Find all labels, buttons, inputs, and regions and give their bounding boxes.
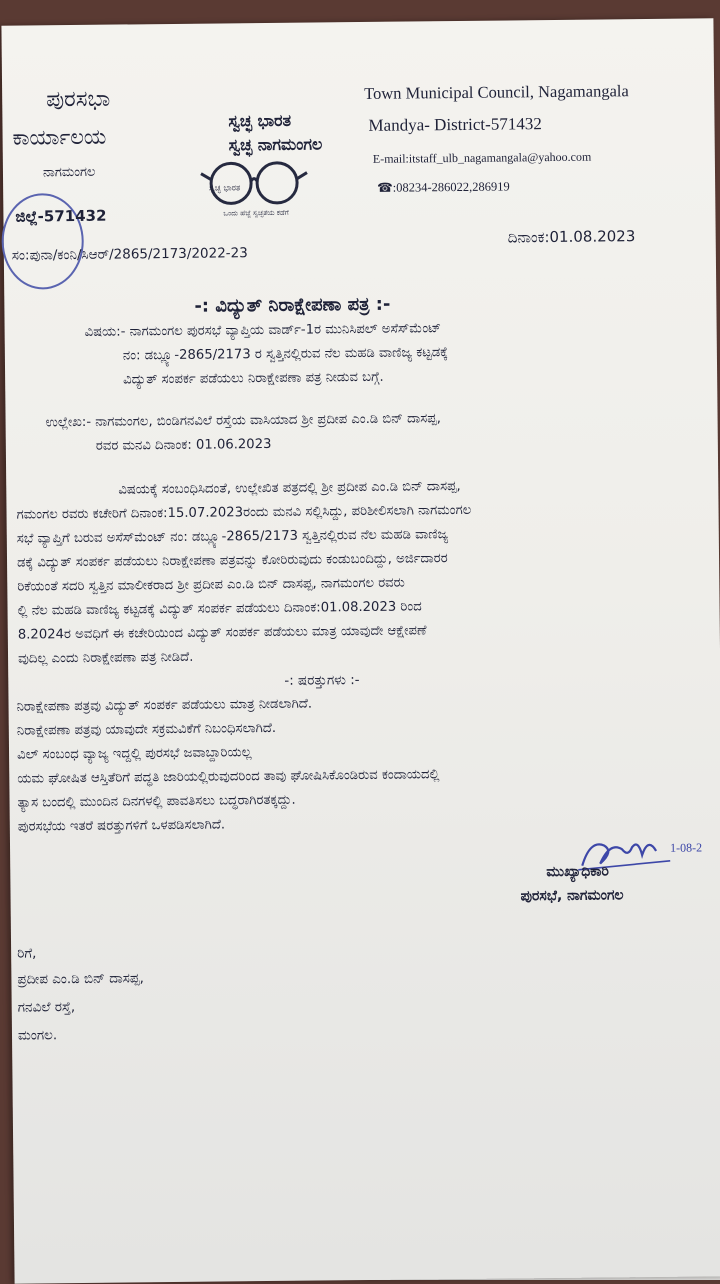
body-line-3: ಸಭೆ ವ್ಯಾಪ್ತಿಗೆ ಬರುವ ಅಸೆಸ್‌ಮೆಂಟ್ ನಂ: ಡಬ್ಲ್ಯೂ-2865/2173 ಸ್ವತ್ತಿನಲ್ಲಿರುವ ನೆಲ ಮಹಡಿ ವಾಣಿಜ್ಯ bbox=[16, 527, 449, 547]
document-page bbox=[1, 18, 720, 1283]
body-line-5: ರಿಕೆಯಂತೆ ಸದರಿ ಸ್ವತ್ತಿನ ಮಾಲೀಕರಾದ ಶ್ರೀ ಪ್ರದೀಪ ಎಂ.ಡಿ ಬಿನ್ ದಾಸಪ್ಪ, ನಾಗಮಂಗಲ ರವರು bbox=[17, 575, 405, 595]
to-line-4: ಮಂಗಲ. bbox=[17, 1027, 58, 1044]
letter-date: ದಿನಾಂಕ:01.08.2023 bbox=[507, 227, 636, 247]
to-line-1: ರಿಗೆ, bbox=[17, 945, 37, 962]
body-line-4: ಡಕ್ಕೆ ವಿದ್ಯುತ್ ಸಂಪರ್ಕ ಪಡೆಯಲು ನಿರಾಕ್ಷೇಪಣಾ ಪತ್ರವನ್ನು ಕೋರಿರುವುದು ಕಂಡುಬಂದಿದ್ದು, ಅರ್ಜಿದಾರರ bbox=[16, 551, 448, 571]
subject-line-1: ವಿಷಯ:- ನಾಗಮಂಗಲ ಪುರಸಭೆ ವ್ಯಾಪ್ತಿಯ ವಾರ್ಡ್-1ರ ಮುನಿಸಿಪಲ್ ಅಸೆಸ್‌ಮೆಂಟ್ bbox=[84, 321, 442, 340]
to-line-2: ಪ್ರದೀಪ ಎಂ.ಡಿ ಬಿನ್ ದಾಸಪ್ಪ, bbox=[17, 970, 144, 988]
logo-text: ಸ್ವಚ್ಛ ಭಾರತ bbox=[209, 183, 241, 193]
reference-number: ಸಂ:ಪುನಾ/ಕಂನಿ/ಸಿಆರ್/2865/2173/2022-23 bbox=[11, 245, 248, 264]
body-line-2: ಗಮಂಗಲ ರವರು ಕಚೇರಿಗೆ ದಿನಾಂಕ:15.07.2023ರಂದು ಮನವಿ ಸಲ್ಲಿಸಿದ್ದು, ಪರಿಶೀಲಿಸಲಾಗಿ ನಾಗಮಂಗಲ bbox=[16, 502, 472, 523]
header-right-line2: Mandya- District-571432 bbox=[368, 114, 542, 135]
subject-line-2: ನಂ: ಡಬ್ಲ್ಯೂ-2865/2173 ರ ಸ್ವತ್ತಿನಲ್ಲಿರುವ ನೆಲ ಮಹಡಿ ವಾಣಿಜ್ಯ ಕಟ್ಟಡಕ್ಕೆ bbox=[122, 345, 449, 364]
header-email: E-mail:itstaff_ulb_nagamangala@yahoo.com bbox=[372, 149, 592, 166]
signatory-office: ಪುರಸಭೆ, ನಾಗಮಂಗಲ bbox=[520, 887, 624, 905]
subject-line-3: ವಿದ್ಯುತ್ ಸಂಪರ್ಕ ಪಡೆಯಲು ನಿರಾಕ್ಷೇಪಣಾ ಪತ್ರ ನೀಡುವ ಬಗ್ಗೆ. bbox=[123, 369, 384, 388]
condition-5: ತ್ಯಾಸ ಬಂದಲ್ಲಿ ಮುಂದಿನ ದಿನಗಳಲ್ಲಿ ಪಾವತಿಸಲು ಬದ್ಧರಾಗಿರತಕ್ಕದ್ದು. bbox=[17, 792, 296, 811]
body-line-8: ವುದಿಲ್ಲ ಎಂದು ನಿರಾಕ್ಷೇಪಣಾ ಪತ್ರ ನೀಡಿದೆ. bbox=[17, 649, 194, 667]
condition-2: ನಿರಾಕ್ಷೇಪಣಾ ಪತ್ರವು ಯಾವುದೇ ಸಕ್ರಮವಿಕೆಗೆ ನಿಬಂಧಿಸಲಾಗಿದೆ. bbox=[16, 720, 277, 739]
condition-3: ವಿಲ್ ಸಂಬಂಧ ವ್ಯಾಜ್ಯ ಇದ್ದಲ್ಲಿ ಪುರಸಭೆ ಜವಾಬ್ದಾರಿಯಲ್ಲ bbox=[16, 745, 252, 763]
signature-date: 1-08-2 bbox=[670, 840, 703, 855]
body-line-1: ವಿಷಯಕ್ಕೆ ಸಂಬಂಧಿಸಿದಂತೆ, ಉಲ್ಲೇಖಿತ ಪತ್ರದಲ್ಲಿ ಶ್ರೀ ಪ್ರದೀಪ ಎಂ.ಡಿ ಬಿನ್ ದಾಸಪ್ಪ, bbox=[118, 478, 461, 498]
body-line-7: 8.2024ರ ಅವಧಿಗೆ ಈ ಕಚೇರಿಯಿಂದ ವಿದ್ಯುತ್ ಸಂಪರ್ಕ ಪಡೆಯಲು ಮಾತ್ರ ಯಾವುದೇ ಆಕ್ಷೇಪಣೆ bbox=[17, 623, 427, 643]
header-left-pin: ಜಿಲ್ಲೆ-571432 bbox=[15, 206, 107, 226]
reference-line-2: ರವರ ಮನವಿ ದಿನಾಂಕ: 01.06.2023 bbox=[95, 436, 272, 454]
reference-line-1: ಉಲ್ಲೇಖ:- ನಾಗಮಂಗಲ, ಬಿಂಡಿಗನವಿಲೆ ರಸ್ತೆಯ ವಾಸಿಯಾದ ಶ್ರೀ ಪ್ರದೀಪ ಎಂ.ಡಿ ಬಿನ್ ದಾಸಪ್ಪ, bbox=[45, 411, 441, 431]
header-left-line1: ಪುರಸಭಾ bbox=[46, 86, 111, 113]
header-left-line2: ಕಾರ್ಯಾಲಯ bbox=[12, 124, 107, 150]
condition-1: ನಿರಾಕ್ಷೇಪಣಾ ಪತ್ರವು ವಿದ್ಯುತ್ ಸಂಪರ್ಕ ಪಡೆಯಲು ಮಾತ್ರ ನೀಡಲಾಗಿದೆ. bbox=[16, 696, 313, 715]
logo-caption: ಒಂದು ಹೆಜ್ಜೆ ಸ್ವಚ್ಛತೆಯ ಕಡೆಗೆ bbox=[223, 208, 289, 218]
to-line-3: ಗನವಿಲೆ ರಸ್ತೆ, bbox=[17, 999, 76, 1016]
document-title: -: ವಿದ್ಯುತ್ ನಿರಾಕ್ಷೇಪಣಾ ಪತ್ರ :- bbox=[194, 293, 391, 317]
condition-6: ಪುರಸಭೆಯ ಇತರೆ ಷರತ್ತುಗಳಿಗೆ ಒಳಪಡಿಸಲಾಗಿದೆ. bbox=[17, 817, 226, 835]
header-center-line1: ಸ್ವಚ್ಛ ಭಾರತ bbox=[228, 110, 292, 131]
body-line-6: ಲ್ಲಿ ನೆಲ ಮಹಡಿ ವಾಣಿಜ್ಯ ಕಟ್ಟಡಕ್ಕೆ ವಿದ್ಯುತ್ ಸಂಪರ್ಕ ಪಡೆಯಲು ದಿನಾಂಕ:01.08.2023 ರಿಂದ bbox=[17, 599, 422, 619]
header-center-line2: ಸ್ವಚ್ಛ ನಾಗಮಂಗಲ bbox=[228, 134, 323, 155]
condition-4: ಯಮ ಘೋಷಿತ ಆಸ್ತಿತೆರಿಗೆ ಪದ್ಧತಿ ಜಾರಿಯಲ್ಲಿರುವುದರಿಂದ ತಾವು ಘೋಷಿಸಿಕೊಂಡಿರುವ ಕಂದಾಯದಲ್ಲಿ bbox=[17, 767, 440, 787]
header-phone: ☎:08234-286022,286919 bbox=[377, 179, 510, 195]
header-left-line3: ನಾಗಮಂಗಲ bbox=[42, 164, 96, 181]
signatory-designation: ಮುಖ್ಯಾಧಿಕಾರಿ bbox=[546, 863, 609, 881]
conditions-title: -: ಷರತ್ತುಗಳು :- bbox=[284, 672, 360, 689]
header-right-line1: Town Municipal Council, Nagamangala bbox=[364, 81, 629, 103]
